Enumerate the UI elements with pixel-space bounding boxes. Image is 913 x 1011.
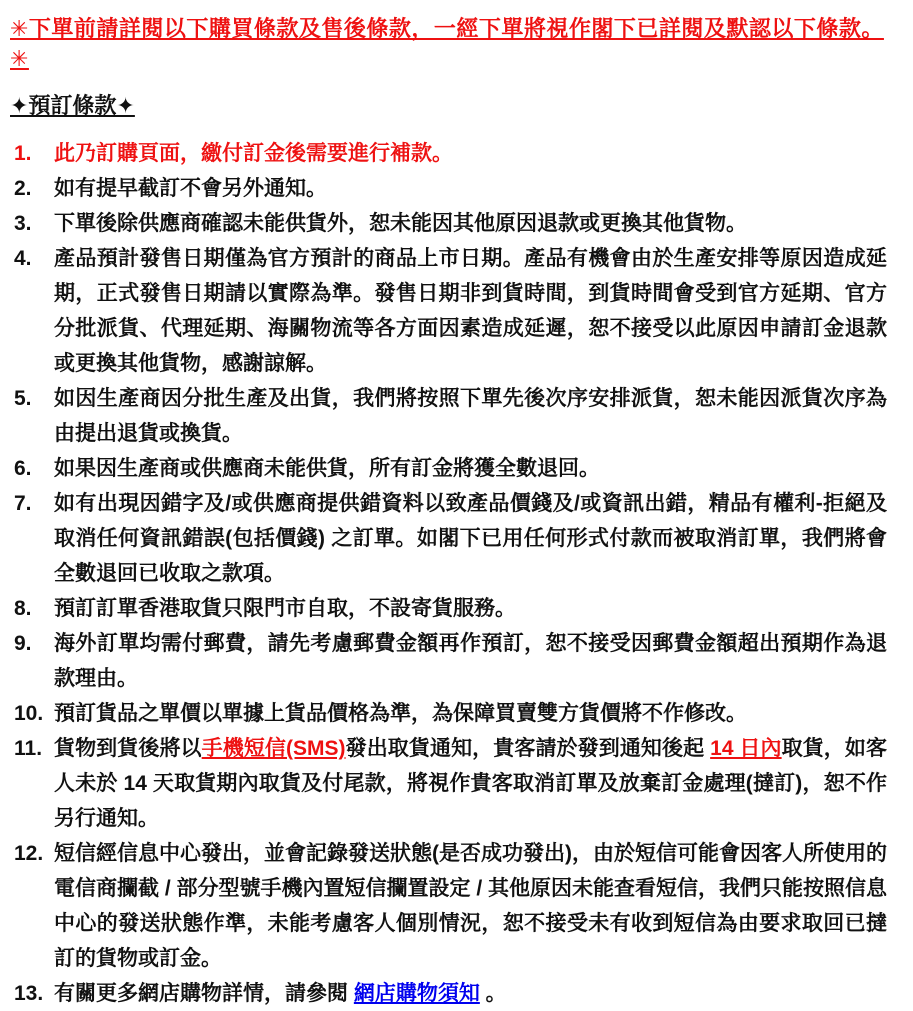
term-number: 11. [14, 737, 43, 760]
term-text: 貨物到貨後將以 [54, 737, 202, 760]
notice-header: ✳下單前請詳閱以下購買條款及售後條款，一經下單將視作閣下已詳閱及默認以下條款。✳ [10, 16, 884, 71]
term-text: 手機短信(SMS) [201, 737, 346, 760]
term-number: 2. [14, 177, 32, 200]
term-text: 有關更多網店購物詳情，請參閱 [54, 982, 354, 1005]
term-item-9 [8, 626, 887, 696]
term-item-10 [8, 696, 887, 731]
shop-guide-link[interactable]: 網店購物須知 [353, 982, 480, 1005]
term-item-1 [8, 136, 887, 171]
term-text: 如果因生產商或供應商未能供貨，所有訂金將獲全數退回。 [54, 457, 600, 480]
term-text: 海外訂單均需付郵費，請先考慮郵費金額再作預訂，恕不接受因郵費金額超出預期作為退款理由。 [54, 632, 887, 690]
term-number: 3. [14, 212, 32, 235]
terms-list [8, 136, 887, 1011]
term-number: 1. [14, 142, 32, 165]
term-text: 如有提早截訂不會另外通知。 [54, 177, 327, 200]
term-number: 13. [14, 982, 44, 1005]
term-number: 6. [14, 457, 32, 480]
term-item-3 [8, 206, 887, 241]
term-number: 4. [14, 247, 32, 270]
term-item-12 [8, 836, 887, 976]
term-number: 5. [14, 387, 32, 410]
term-item-8 [8, 591, 887, 626]
term-number: 8. [14, 597, 32, 620]
term-item-7 [8, 486, 887, 591]
term-text: 產品預計發售日期僅為官方預計的商品上市日期。產品有機會由於生產安排等原因造成延期，正式發售日期請以實際為準。發售日期非到貨時間，到貨時間會受到官方延期、官方分批派貨、代理延期、海關物流等各方面因素造成延遲，恕不接受以此原因申請訂金退款或更換其他貨物，感謝諒解。 [54, 247, 887, 375]
term-item-5 [8, 381, 887, 451]
term-number: 12. [14, 842, 44, 865]
term-text: 。 [479, 982, 507, 1005]
term-number: 9. [14, 632, 32, 655]
term-text: 取貨，如客人未於 14 天取貨期內取貨及付尾款，將視作貴客取消訂單及放棄訂金處理(撻訂)，恕不作另行通知。 [54, 737, 887, 830]
term-text: 發出取貨通知，貴客請於發到通知後起 [345, 737, 711, 760]
section-title: ✦預訂條款✦ [10, 93, 135, 118]
term-text: 此乃訂購頁面，繳付訂金後需要進行補款。 [54, 142, 453, 165]
term-text: 如有出現因錯字及/或供應商提供錯資料以致產品價錢及/或資訊出錯，精品有權利-拒絕及取消任何資訊錯誤(包括價錢) 之訂單。如閣下已用任何形式付款而被取消訂單，我們將會全數退回已收取之款項。 [54, 492, 887, 585]
term-text: 預訂訂單香港取貨只限門市自取，不設寄貨服務。 [54, 597, 516, 620]
term-text: 如因生產商因分批生產及出貨，我們將按照下單先後次序安排派貨，恕未能因派貨次序為由提出退貨或換貨。 [54, 387, 887, 445]
term-item-6 [8, 451, 887, 486]
term-text: 14 日內 [710, 737, 782, 760]
term-number: 7. [14, 492, 32, 515]
term-text: 短信經信息中心發出，並會記錄發送狀態(是否成功發出)，由於短信可能會因客人所使用的電信商攔截 / 部分型號手機內置短信攔置設定 / 其他原因未能查看短信，我們只能按照信息中心的發送狀態作準，未能考慮客人個別情況，恕不接受未有收到短信為由要求取回已撻訂的貨物或訂金。 [54, 842, 888, 970]
term-item-11 [8, 731, 887, 836]
term-item-13 [8, 976, 887, 1011]
term-number: 10. [14, 702, 44, 725]
term-text: 下單後除供應商確認未能供貨外，恕未能因其他原因退款或更換其他貨物。 [54, 212, 747, 235]
term-item-4 [8, 241, 887, 381]
term-text: 預訂貨品之單價以單據上貨品價格為準，為保障買賣雙方貨價將不作修改。 [54, 702, 747, 725]
term-item-2 [8, 171, 887, 206]
